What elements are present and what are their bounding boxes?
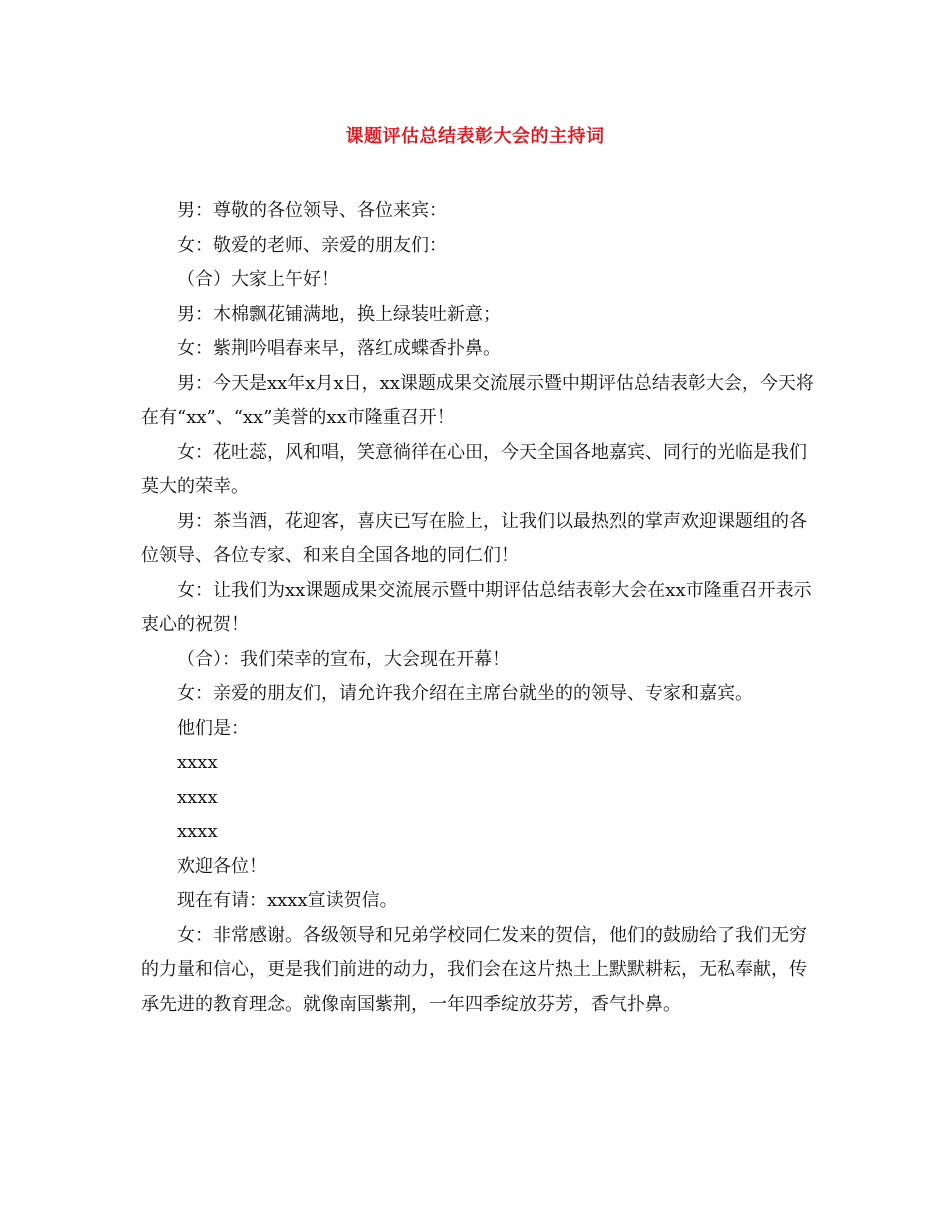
paragraph: 男：尊敬的各位领导、各位来宾： [177, 200, 447, 221]
paragraph: 男：茶当酒，花迎客，喜庆已写在脸上，让我们以最热烈的掌声欢迎课题组的各位领导、各位专家、和来自全国各地的同仁们！ [141, 510, 807, 566]
paragraph: 他们是： [177, 717, 249, 739]
paragraph: （合）大家上午好！ [177, 269, 339, 290]
document-title: 课题评估总结表彰大会的主持词 [345, 126, 605, 147]
paragraph: xxxx [177, 786, 218, 808]
paragraph: 欢迎各位！ [177, 855, 267, 877]
paragraph: 女：非常感谢。各级领导和兄弟学校同仁发来的贺信，他们的鼓励给了我们无穷的力量和信心，更是我们前进的动力，我们会在这片热土上默默耕耘，无私奉献，传承先进的教育理念。就像南国紫荆，一年四季绽放芬芳，香气扑鼻。 [141, 924, 807, 1015]
paragraph: xxxx [177, 821, 218, 842]
paragraph: 女：亲爱的朋友们，请允许我介绍在主席台就坐的的领导、专家和嘉宾。 [177, 683, 753, 704]
paragraph: （合）：我们荣幸的宣布，大会现在开幕！ [177, 648, 510, 670]
paragraph: xxxx [177, 752, 218, 773]
document-body [141, 194, 821, 1022]
paragraph: 女：紫荆吟唱春来早，落红成蝶香扑鼻。 [177, 338, 501, 359]
paragraph: 女：让我们为xx课题成果交流展示暨中期评估总结表彰大会在xx市隆重召开表示衷心的祝贺！ [141, 579, 812, 635]
paragraph: 女：花吐蕊，风和唱，笑意徜徉在心田，今天全国各地嘉宾、同行的光临是我们莫大的荣幸。 [141, 441, 807, 497]
paragraph: 男：木棉飘花铺满地，换上绿装吐新意； [177, 303, 501, 325]
paragraph: 男：今天是xx年x月x日，xx课题成果交流展示暨中期评估总结表彰大会，今天将在有“xx”、“xx”美誉的xx市隆重召开！ [141, 372, 814, 428]
paragraph: 现在有请：xxxx宣读贺信。 [177, 890, 398, 911]
paragraph: 女：敬爱的老师、亲爱的朋友们： [177, 234, 447, 256]
